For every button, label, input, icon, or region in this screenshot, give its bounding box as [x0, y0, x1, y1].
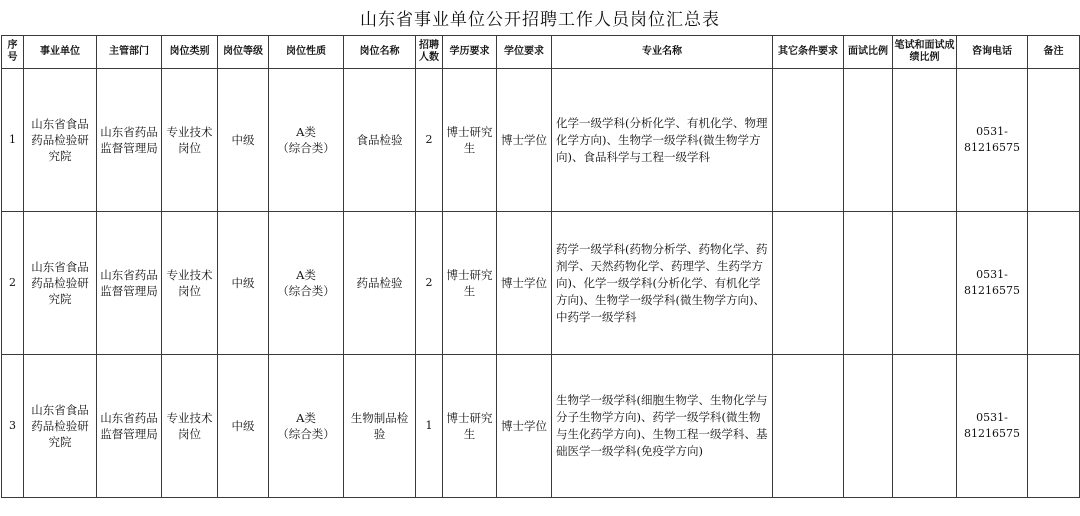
cell-unit: 山东省食品药品检验研究院	[24, 212, 97, 355]
col-header-category: 岗位类别	[162, 36, 218, 69]
col-header-score-ratio: 笔试和面试成绩比例	[893, 36, 957, 69]
cell-score-ratio	[893, 355, 957, 498]
cell-other	[773, 69, 844, 212]
cell-education: 博士研究生	[443, 212, 497, 355]
cell-nature	[269, 69, 344, 212]
cell-position: 食品检验	[344, 69, 416, 212]
col-header-level: 岗位等级	[218, 36, 269, 69]
nature-sub: （综合类）	[277, 284, 335, 298]
cell-interview-ratio	[844, 69, 893, 212]
phone-number: 81216575	[964, 141, 1020, 154]
cell-category: 专业技术岗位	[162, 69, 218, 212]
cell-interview-ratio	[844, 212, 893, 355]
cell-category: 专业技术岗位	[162, 212, 218, 355]
col-header-phone: 咨询电话	[957, 36, 1028, 69]
col-header-note: 备注	[1028, 36, 1080, 69]
phone-prefix: 0531-	[976, 411, 1008, 424]
cell-level: 中级	[218, 212, 269, 355]
table-row	[2, 355, 1080, 498]
cell-note	[1028, 212, 1080, 355]
cell-count: 2	[416, 212, 443, 355]
phone-prefix: 0531-	[976, 268, 1008, 281]
col-header-count: 招聘人数	[416, 36, 443, 69]
col-header-index: 序号	[2, 36, 24, 69]
nature-sub: （综合类）	[277, 427, 335, 441]
cell-major: 化学一级学科(分析化学、有机化学、物理化学方向)、生物学一级学科(微生物学方向)、食品科学与工程一级学科	[552, 69, 773, 212]
cell-nature	[269, 355, 344, 498]
cell-other	[773, 212, 844, 355]
cell-dept: 山东省药品监督管理局	[97, 212, 162, 355]
cell-degree: 博士学位	[497, 212, 552, 355]
cell-position: 生物制品检验	[344, 355, 416, 498]
phone-number: 81216575	[964, 284, 1020, 297]
cell-interview-ratio	[844, 355, 893, 498]
cell-index: 3	[2, 355, 24, 498]
cell-unit: 山东省食品药品检验研究院	[24, 355, 97, 498]
col-header-education: 学历要求	[443, 36, 497, 69]
cell-degree: 博士学位	[497, 69, 552, 212]
nature-type: A类	[296, 268, 316, 282]
cell-dept: 山东省药品监督管理局	[97, 355, 162, 498]
phone-prefix: 0531-	[976, 125, 1008, 138]
header-row	[2, 36, 1080, 69]
cell-phone	[957, 355, 1028, 498]
cell-index: 1	[2, 69, 24, 212]
cell-other	[773, 355, 844, 498]
cell-score-ratio	[893, 212, 957, 355]
cell-major: 生物学一级学科(细胞生物学、生物化学与分子生物学方向)、药学一级学科(微生物与生化药学方向)、生物工程一级学科、基础医学一级学科(免疫学方向)	[552, 355, 773, 498]
cell-score-ratio	[893, 69, 957, 212]
positions-table	[1, 35, 1080, 498]
cell-education: 博士研究生	[443, 69, 497, 212]
cell-phone	[957, 69, 1028, 212]
col-header-major: 专业名称	[552, 36, 773, 69]
cell-major: 药学一级学科(药物分析学、药物化学、药剂学、天然药物化学、药理学、生药学方向)、化学一级学科(分析化学、有机化学方向)、生物学一级学科(微生物学方向)、中药学一级学科	[552, 212, 773, 355]
cell-level: 中级	[218, 69, 269, 212]
col-header-other: 其它条件要求	[773, 36, 844, 69]
nature-sub: （综合类）	[277, 141, 335, 155]
cell-note	[1028, 355, 1080, 498]
cell-level: 中级	[218, 355, 269, 498]
table-row	[2, 69, 1080, 212]
cell-unit: 山东省食品药品检验研究院	[24, 69, 97, 212]
cell-count: 2	[416, 69, 443, 212]
phone-number: 81216575	[964, 427, 1020, 440]
table-row	[2, 212, 1080, 355]
col-header-nature: 岗位性质	[269, 36, 344, 69]
col-header-dept: 主管部门	[97, 36, 162, 69]
cell-phone	[957, 212, 1028, 355]
cell-nature	[269, 212, 344, 355]
cell-education: 博士研究生	[443, 355, 497, 498]
cell-degree: 博士学位	[497, 355, 552, 498]
cell-index: 2	[2, 212, 24, 355]
cell-note	[1028, 69, 1080, 212]
nature-type: A类	[296, 125, 316, 139]
table-title: 山东省事业单位公开招聘工作人员岗位汇总表	[360, 10, 720, 30]
nature-type: A类	[296, 411, 316, 425]
cell-position: 药品检验	[344, 212, 416, 355]
col-header-degree: 学位要求	[497, 36, 552, 69]
cell-dept: 山东省药品监督管理局	[97, 69, 162, 212]
cell-count: 1	[416, 355, 443, 498]
cell-category: 专业技术岗位	[162, 355, 218, 498]
col-header-unit: 事业单位	[24, 36, 97, 69]
col-header-position: 岗位名称	[344, 36, 416, 69]
col-header-interview-ratio: 面试比例	[844, 36, 893, 69]
